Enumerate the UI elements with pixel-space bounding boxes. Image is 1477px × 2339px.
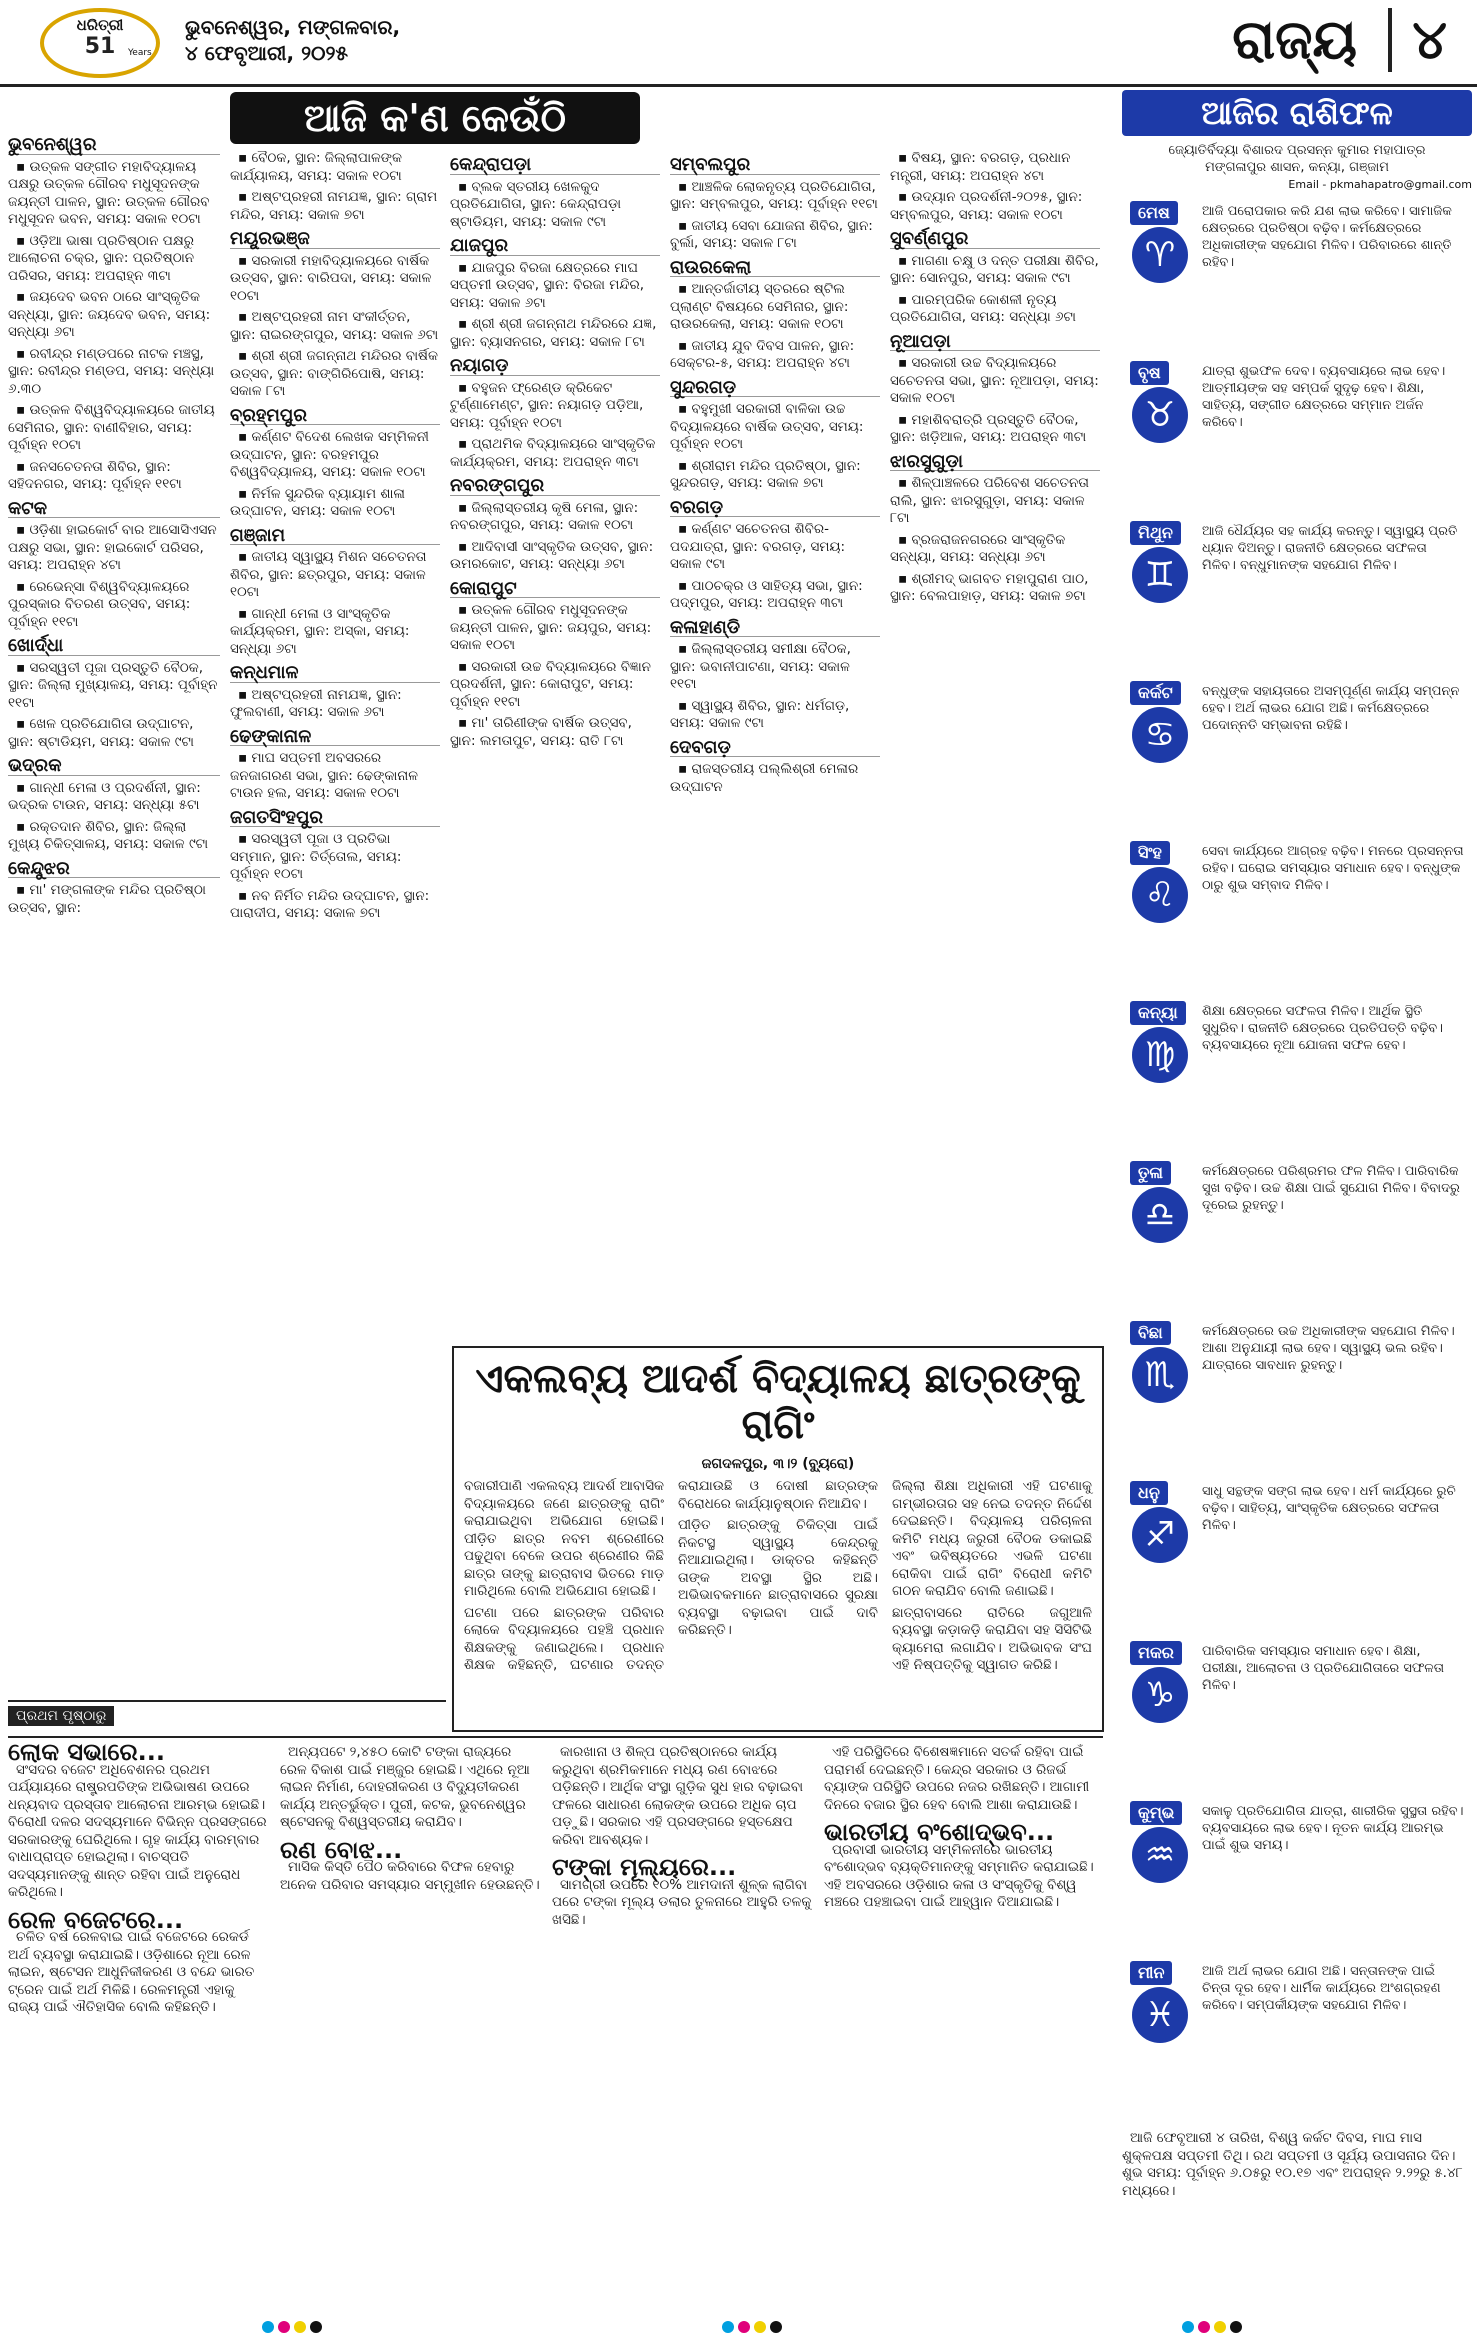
yellow-dot (754, 2321, 766, 2333)
event-item: ▪ ମହାଶିବରାତ୍ରି ପ୍ରସ୍ତୁତି ବୈଠକ, ସ୍ଥାନ: ଖଡ଼ିଆଳ, ସମୟ: ଅପରାହ୍ନ ୩ଟା (890, 411, 1087, 445)
story-paragraph: ବଜାରୀପାଣି ଏକଲବ୍ୟ ଆଦର୍ଶ ଆବାସିକ ବିଦ୍ୟାଳୟରେ ଜଣେ ଛାତ୍ରଙ୍କୁ ରାଗିଂ କରାଯାଇଥିବା ଅଭିଯୋଗ ହୋଇଛି। ପୀଡ଼ିତ ଛାତ୍ର ନବମ ଶ୍ରେଣୀରେ ପଢୁଥିବା ବେଳେ ଉପର ଶ୍ରେଣୀର କିଛି ଛାତ୍ର ତାଙ୍କୁ ଛାତ୍ରାବାସ ଭିତରେ ମାଡ଼ ମାରିଥିଲେ ବୋଲି ଅଭିଯୋଗ ହୋଇଛି। (464, 1478, 664, 1599)
magenta-dot (1198, 2321, 1210, 2333)
zodiac-name: କନ୍ୟା (1130, 1001, 1186, 1025)
zodiac-sign (1122, 1801, 1462, 1951)
zodiac-sign (1122, 1641, 1462, 1791)
event-item: ▪ ରକ୍ତଦାନ ଶିବିର, ସ୍ଥାନ: ଜିଲ୍ଲା ମୁଖ୍ୟ ଚିକିତ୍ସାଳୟ, ସମୟ: ସକାଳ ୯ଟା (8, 818, 209, 852)
black-dot (1230, 2321, 1242, 2333)
event-item: ▪ ଉତ୍କଳ ବିଶ୍ୱବିଦ୍ୟାଳୟରେ ଜାତୀୟ ସେମିନାର, ସ୍ଥାନ: ବାଣୀବିହାର, ସମୟ: ପୂର୍ବାହ୍ନ ୧୦ଟା (8, 402, 215, 453)
zodiac-emblem-icon: ♒ (1132, 1827, 1188, 1883)
lok-sabha-text: ସଂସଦର ବଜେଟ ଅଧିବେଶନର ପ୍ରଥମ ପର୍ଯ୍ୟାୟରେ ରାଷ୍ଟ୍ରପତିଙ୍କ ଅଭିଭାଷଣ ଉପରେ ଧନ୍ୟବାଦ ପ୍ରସ୍ତାବ ଆଲୋଚନା ଆରମ୍ଭ ହୋଇଛି। ବିରୋଧୀ ଦଳର ସଦସ୍ୟମାନେ ବିଭିନ୍ନ ପ୍ରସଙ୍ଗରେ ସରକାରଙ୍କୁ ଘେରିଥିଲେ। ଗୃହ କାର୍ଯ୍ୟ ବାରମ୍ବାର ବାଧାପ୍ରାପ୍ତ ହୋଇଥିଲା। ବାଚସ୍ପତି ସଦସ୍ୟମାନଙ୍କୁ ଶାନ୍ତ ରହିବା ପାଇଁ ଅନୁରୋଧ କରିଥିଲେ। (8, 1761, 267, 1900)
event-item: ▪ ଓଡ଼ିଶା ହାଇକୋର୍ଟ ବାର ଆସୋସିଏସନ ପକ୍ଷରୁ ସଭା, ସ୍ଥାନ: ହାଇକୋର୍ଟ ପରିସର, ସମୟ: ଅପରାହ୍ନ ୪ଟା (8, 522, 217, 573)
zodiac-sign (1122, 681, 1462, 831)
day-info-text: ଆଜି ଫେବୃଆରୀ ୪ ତାରିଖ, ବିଶ୍ୱ କର୍କଟ ଦିବସ, ମାଘ ମାସ ଶୁକ୍ଳପକ୍ଷ ସପ୍ତମୀ ତିଥି। ରଥ ସପ୍ତମୀ ଓ ସୂର୍ଯ୍ୟ ଉପାସନାର ଦିନ। ଶୁଭ ସମୟ: ପୂର୍ବାହ୍ନ ୬.୦୫ରୁ ୧୦.୧୭ ଏବଂ ଅପରାହ୍ନ ୨.୨୨ରୁ ୫.୪୮ ମଧ୍ୟରେ। (1122, 2130, 1463, 2199)
event-item: ▪ ଯାଜପୁର ବିରଜା କ୍ଷେତ୍ରରେ ମାଘ ସପ୍ତମୀ ଉତ୍ସବ, ସ୍ଥାନ: ବିରଜା ମନ୍ଦିର, ସମୟ: ସକାଳ ୬ଟା (450, 259, 645, 311)
black-dot (310, 2321, 322, 2333)
rasifal-title: ଆଜିର ରାଶିଫଳ (1122, 90, 1472, 136)
zodiac-prediction: ବନ୍ଧୁଙ୍କ ସହାୟତାରେ ଅସମ୍ପୂର୍ଣ୍ଣ କାର୍ଯ୍ୟ ସମ୍ପନ୍ନ ହେବ। ଅର୍ଥ ଲାଭର ଯୋଗ ଅଛି। କର୍ମକ୍ଷେତ୍ରରେ ପଦୋନ୍ନତି ସମ୍ଭାବନା ରହିଛି। (1202, 684, 1460, 733)
district-heading: କେନ୍ଦୁଝର (8, 860, 220, 879)
district-heading: ଦେବଗଡ଼ (670, 739, 880, 758)
logo-brand: ଧରିତ୍ରୀ (76, 16, 124, 34)
zodiac-prediction: ଆଜି ଧୈର୍ଯ୍ୟର ସହ କାର୍ଯ୍ୟ କରନ୍ତୁ। ସ୍ୱାସ୍ଥ୍ୟ ପ୍ରତି ଧ୍ୟାନ ଦିଅନ୍ତୁ। ରାଜନୀତି କ୍ଷେତ୍ରରେ ସଫଳତା ମିଳିବ। ବନ୍ଧୁମାନଙ୍କ ସହଯୋଗ ମିଳିବ। (1202, 524, 1458, 573)
zodiac-prediction: ସାଧୁ ସନ୍ଥଙ୍କ ସଙ୍ଗ ଲାଭ ହେବ। ଧର୍ମ କାର୍ଯ୍ୟରେ ରୁଚି ବଢ଼ିବ। ସାହିତ୍ୟ, ସାଂସ୍କୃତିକ କ୍ଷେତ୍ରରେ ସଫଳତା ମିଳିବ। (1202, 1484, 1456, 1533)
zodiac-emblem-icon: ♍ (1132, 1027, 1188, 1083)
event-item: ▪ ବ୍ଲକ ସ୍ତରୀୟ ଖେଳକୁଦ ପ୍ରତିଯୋଗିତା, ସ୍ଥାନ: କେନ୍ଦ୍ରାପଡ଼ା ଷ୍ଟାଡିୟମ, ସମୟ: ସକାଳ ୯ଟା (450, 178, 622, 230)
event-item: ▪ ପାଠଚକ୍ର ଓ ସାହିତ୍ୟ ସଭା, ସ୍ଥାନ: ପଦ୍ମପୁର, ସମୟ: ଅପରାହ୍ନ ୩ଟା (670, 577, 863, 611)
rupee-title: ଟଙ୍କା ମୂଲ୍ୟରେ... (552, 1853, 737, 1881)
rail-budget-title: ରେଳ ବଜେଟରେ... (8, 1905, 184, 1934)
district-heading: କେନ୍ଦ୍ରାପଡ଼ା (450, 156, 660, 175)
events-banner: ଆଜି କ'ଣ କେଉଁଠି (230, 92, 640, 144)
events-column-5 (890, 150, 1100, 1340)
event-item: ▪ ଜାତୀୟ ଯୁବ ଦିବସ ପାଳନ, ସ୍ଥାନ: ସେକ୍ଟର-୫, ସମୟ: ଅପରାହ୍ନ ୪ଟା (670, 337, 855, 371)
event-item: ▪ ଆନ୍ତର୍ଜାତୀୟ ସ୍ତରରେ ଷ୍ଟିଲ ପ୍ଲାଣ୍ଟ ବିଷୟରେ ସେମିନାର, ସ୍ଥାନ: ରାଉରକେଲା, ସମୟ: ସକାଳ ୧୦ଟା (670, 281, 849, 332)
event-item: ▪ ରବୀନ୍ଦ୍ର ମଣ୍ଡପରେ ନାଟକ ମଞ୍ଚସ୍ଥ, ସ୍ଥାନ: ରବୀନ୍ଦ୍ର ମଣ୍ଡପ, ସମୟ: ସନ୍ଧ୍ୟା ୬.୩୦ (8, 345, 215, 397)
indian-origin-text: ପ୍ରବାସୀ ଭାରତୀୟ ସମ୍ମିଳନୀରେ ଭାରତୀୟ ବଂଶୋଦ୍ଭବ ବ୍ୟକ୍ତିମାନଙ୍କୁ ସମ୍ମାନିତ କରାଯାଇଛି। ଏହି ଅବସରରେ ଓଡ଼ିଶାର କଳା ଓ ସଂସ୍କୃତିକୁ ବିଶ୍ୱ ମଞ୍ଚରେ ପହଞ୍ଚାଇବା ପାଇଁ ଆହ୍ୱାନ ଦିଆଯାଇଛି। (824, 1841, 1094, 1910)
registration-marks (260, 2318, 324, 2337)
zodiac-emblem-icon: ♓ (1132, 1987, 1188, 2043)
debt-text: ମାସିକ କିସ୍ତି ପୈଠ କରିବାରେ ବିଫଳ ହେବାରୁ ଅନେକ ପରିବାର ସମସ୍ୟାର ସମ୍ମୁଖୀନ ହେଉଛନ୍ତି। (280, 1859, 540, 1893)
district-heading: ସମ୍ବଲପୁର (670, 156, 880, 175)
rail-budget-text: ଚଳିତ ବର୍ଷ ରେଳବାଇ ପାଇଁ ବଜେଟରେ ରେକର୍ଡ ଅର୍ଥ ବ୍ୟବସ୍ଥା କରାଯାଇଛି। ଓଡ଼ିଶାରେ ନୂଆ ରେଳ ଲାଇନ, ଷ୍ଟେସନ ଆଧୁନିକୀକରଣ ଓ ବନ୍ଦେ ଭାରତ ଟ୍ରେନ ପାଇଁ ଅର୍ଥ ମିଳିଛି। ରେଳମନ୍ତ୍ରୀ ଏହାକୁ ରାଜ୍ୟ ପାଇଁ ଐତିହାସିକ ବୋଲି କହିଛନ୍ତି। (8, 1929, 255, 2015)
story-paragraph: ଛାତ୍ରାବାସରେ ରାତିରେ ଜଗୁଆଳି ବ୍ୟବସ୍ଥା କଡ଼ାକଡ଼ି କରାଯିବା ସହ ସିସିଟିଭି କ୍ୟାମେରା ଲଗାଯିବ। ଅଭିଭାବକ ସଂଘ ଏହି ନିଷ୍ପତ୍ତିକୁ ସ୍ୱାଗତ କରିଛି। (892, 1604, 1092, 1673)
bottom-column-3 (552, 1744, 812, 2284)
event-item: ▪ ରାଜସ୍ତରୀୟ ପଲ୍ଲିଶ୍ରୀ ମେଳାର ଉଦ୍‌ଘାଟନ (670, 761, 859, 795)
magenta-dot (278, 2321, 290, 2333)
event-item: ▪ ନିର୍ମଳ ସୁନ୍ଦରିକ ବ୍ୟାୟାମ ଶାଳା ଉଦ୍‌ଘାଟନ, ସମୟ: ସକାଳ ୧୦ଟା (230, 485, 405, 519)
zodiac-emblem-icon: ♑ (1132, 1667, 1188, 1723)
masthead (0, 0, 1477, 87)
events-column-3 (450, 150, 660, 1340)
event-item: ▪ ବୈଠକ, ସ୍ଥାନ: ଜିଲ୍ଲାପାଳଙ୍କ କାର୍ଯ୍ୟାଳୟ, ସମୟ: ସକାଳ ୧୦ଟା (230, 150, 402, 184)
event-item: ▪ ଉଦ୍ୟାନ ପ୍ରଦର୍ଶନୀ-୨୦୨୫, ସ୍ଥାନ: ସମ୍ବଲପୁର, ସମୟ: ସକାଳ ୧୦ଟା (890, 189, 1083, 223)
district-heading: ସୁବର୍ଣ୍ଣପୁର (890, 230, 1100, 249)
newspaper-logo (40, 8, 160, 78)
astrologer-email: Email - pkmahapatro@gmail.com (1288, 178, 1472, 191)
bottom-column-2 (280, 1744, 540, 2284)
debt-title: ରଣ ବୋଝ... (280, 1835, 403, 1864)
zodiac-emblem-icon: ♌ (1132, 867, 1188, 923)
eklavya-story (452, 1346, 1104, 1732)
event-item: ▪ ଗାନ୍ଧୀ ମେଳା ଓ ପ୍ରଦର୍ଶନୀ, ସ୍ଥାନ: ଭଦ୍ରକ ଟାଉନ, ସମୟ: ସନ୍ଧ୍ୟା ୫ଟା (8, 779, 201, 813)
district-heading: ଝାରସୁଗୁଡ଼ା (890, 453, 1100, 472)
zodiac-emblem-icon: ♊ (1132, 547, 1188, 603)
story-paragraph: ଘଟଣା ପରେ ଛାତ୍ରଙ୍କ ପରିବାର ଲୋକେ ବିଦ୍ୟାଳୟରେ ପହଞ୍ଚି ପ୍ରଧାନ ଶିକ୍ଷକଙ୍କୁ ଜଣାଇଥିଲେ। ପ୍ରଧାନ ଶିକ୍ଷକ କହିଛନ୍ତି, ଘଟଣାର ତଦନ୍ତ କରାଯାଉଛି ଓ ଦୋଷୀ ଛାତ୍ରଙ୍କ ବିରୋଧରେ କାର୍ଯ୍ୟାନୁଷ୍ଠାନ ନିଆଯିବ। (464, 1478, 878, 1673)
zodiac-name: କର୍କଟ (1130, 681, 1181, 705)
bottom-column-4 (824, 1744, 1104, 2284)
district-heading: ଯାଜପୁର (450, 237, 660, 256)
district-heading: ନବରଙ୍ଗପୁର (450, 477, 660, 496)
zodiac-name: ମେଷ (1130, 201, 1178, 225)
zodiac-sign (1122, 1001, 1462, 1151)
cyan-dot (1182, 2321, 1194, 2333)
zodiac-emblem-icon: ♈ (1132, 227, 1188, 283)
event-item: ▪ ସରକାରୀ ଉଚ୍ଚ ବିଦ୍ୟାଳୟରେ ବିଜ୍ଞାନ ପ୍ରଦର୍ଶନୀ, ସ୍ଥାନ: କୋରାପୁଟ, ସମୟ: ପୂର୍ବାହ୍ନ ୧୧ଟା (450, 658, 651, 710)
event-item: ▪ ଖେଳ ପ୍ରତିଯୋଗିତା ଉଦ୍‌ଘାଟନ, ସ୍ଥାନ: ଷ୍ଟାଡିୟମ, ସମୟ: ସକାଳ ୯ଟା (8, 716, 194, 750)
zodiac-name: ଧନୁ (1130, 1481, 1168, 1505)
zodiac-sign (1122, 1321, 1462, 1471)
divider (8, 1736, 1103, 1738)
event-item: ▪ କର୍ଣ୍ଣଟ ବିଦେଶ ଲେଖକ ସମ୍ମିଳନୀ ଉଦ୍‌ଘାଟନ, ସ୍ଥାନ: ବରହମପୁର ବିଶ୍ୱବିଦ୍ୟାଳୟ, ସମୟ: ସକାଳ ୧୦ଟା (230, 429, 429, 480)
event-item: ▪ ଅଷ୍ଟପ୍ରହରୀ ନାମଯଜ୍ଞ, ସ୍ଥାନ: ଫୁଲବାଣୀ, ସମୟ: ସକାଳ ୬ଟା (230, 686, 402, 720)
logo-number: 51 (84, 34, 116, 59)
event-item: ▪ ମାଗଣା ଚକ୍ଷୁ ଓ ଦନ୍ତ ପରୀକ୍ଷା ଶିବିର, ସ୍ଥାନ: ସୋନପୁର, ସମୟ: ସକାଳ ୯ଟା (890, 252, 1099, 286)
page-number: ୪ (1388, 8, 1447, 72)
zodiac-prediction: ଆଜି ପରୋପକାର କରି ଯଶ ଲାଭ କରିବେ। ସାମାଜିକ କ୍ଷେତ୍ରରେ ପ୍ରତିଷ୍ଠା ବଢ଼ିବ। କର୍ମକ୍ଷେତ୍ରରେ ଅଧିକାରୀଙ୍କ ସହଯୋଗ ମିଳିବ। ପରିବାରରେ ଶାନ୍ତି ରହିବ। (1202, 204, 1452, 270)
dateline-place-day: ଭୁବନେଶ୍ୱର, ମଙ୍ଗଳବାର, (185, 15, 401, 39)
zodiac-prediction: ସେବା କାର୍ଯ୍ୟରେ ଆଗ୍ରହ ବଢ଼ିବ। ମନରେ ପ୍ରସନ୍ନତା ରହିବ। ଘରୋଇ ସମସ୍ୟାର ସମାଧାନ ହେବ। ବନ୍ଧୁଙ୍କ ଠାରୁ ଶୁଭ ସମ୍ବାଦ ମିଳିବ। (1202, 844, 1464, 893)
events-column-2 (230, 150, 440, 1360)
event-item: ▪ ସରକାରୀ ଉଚ୍ଚ ବିଦ୍ୟାଳୟରେ ସଚେତନତା ସଭା, ସ୍ଥାନ: ନୂଆପଡ଼ା, ସମୟ: ସକାଳ ୧୦ଟା (890, 355, 1099, 406)
bottom-column-5 (1122, 2130, 1472, 2310)
event-item: ▪ ଗାନ୍ଧୀ ମେଳା ଓ ସାଂସ୍କୃତିକ କାର୍ଯ୍ୟକ୍ରମ, ସ୍ଥାନ: ଅସ୍କା, ସମୟ: ସନ୍ଧ୍ୟା ୬ଟା (230, 605, 410, 657)
event-item: ▪ ଶ୍ରୀମଦ୍ ଭାଗବତ ମହାପୁରାଣ ପାଠ, ସ୍ଥାନ: ବେଲପାହାଡ଼, ସମୟ: ସକାଳ ୭ଟା (890, 570, 1089, 604)
eklavya-headline: ଏକଲବ୍ୟ ଆଦର୍ଶ ବିଦ୍ୟାଳୟ ଛାତ୍ରଙ୍କୁ ରାଗିଂ (475, 1356, 1081, 1448)
event-item: ▪ ସରସ୍ୱତୀ ପୂଜା ଓ ପ୍ରତିଭା ସମ୍ମାନ, ସ୍ଥାନ: ତିର୍ତ୍ତୋଲ, ସମୟ: ପୂର୍ବାହ୍ନ ୧୦ଟା (230, 831, 402, 882)
rail-continued-text: ଅନ୍ୟପଟେ ୨,୪୫୦ କୋଟି ଟଙ୍କା ରାଜ୍ୟରେ ରେଳ ବିକାଶ ପାଇଁ ମଞ୍ଜୁର ହୋଇଛି। ଏଥିରେ ନୂଆ ଲାଇନ ନିର୍ମାଣ, ଦୋହରୀକରଣ ଓ ବିଦ୍ୟୁତୀକରଣ କାର୍ଯ୍ୟ ଅନ୍ତର୍ଭୁକ୍ତ। ପୁରୀ, କଟକ, ଭୁବନେଶ୍ୱର ଷ୍ଟେସନକୁ ବିଶ୍ୱସ୍ତରୀୟ କରାଯିବ। (280, 1744, 530, 1830)
zodiac-sign (1122, 521, 1462, 671)
district-heading: ନୂଆପଡ଼ା (890, 333, 1100, 352)
zodiac-name: ସିଂହ (1130, 841, 1170, 865)
zodiac-name: କୁମ୍ଭ (1130, 1801, 1182, 1825)
zodiac-sign (1122, 1161, 1462, 1311)
district-heading: ଗଞ୍ଜାମ (230, 527, 440, 546)
event-item: ▪ ବହୁମୁଖୀ ସରକାରୀ ବାଳିକା ଉଚ୍ଚ ବିଦ୍ୟାଳୟରେ ବାର୍ଷିକ ଉତ୍ସବ, ସମୟ: ପୂର୍ବାହ୍ନ ୧୦ଟା (670, 401, 864, 452)
zodiac-emblem-icon: ♏ (1132, 1347, 1188, 1403)
debt-continued-text: କାରଖାନା ଓ ଶିଳ୍ପ ପ୍ରତିଷ୍ଠାନରେ କାର୍ଯ୍ୟ କରୁଥିବା ଶ୍ରମିକମାନେ ମଧ୍ୟ ରଣ ବୋଝରେ ପଡ଼ିଛନ୍ତି। ଆର୍ଥିକ ସଂସ୍ଥା ଗୁଡ଼ିକ ସୁଧ ହାର ବଢ଼ାଇବା ଫଳରେ ସାଧାରଣ ଲୋକଙ୍କ ଉପରେ ଅଧିକ ଚାପ ପଡ଼ୁଛି। ସରକାର ଏହି ପ୍ରସଙ୍ଗରେ ହସ୍ତକ୍ଷେପ କରିବା ଆବଶ୍ୟକ। (552, 1744, 804, 1848)
cyan-dot (722, 2321, 734, 2333)
event-item: ▪ ସ୍ୱାସ୍ଥ୍ୟ ଶିବିର, ସ୍ଥାନ: ଧର୍ମଗଡ଼, ସମୟ: ସକାଳ ୯ଟା (670, 697, 850, 731)
bottom-column-1 (8, 1744, 268, 2284)
event-item: ▪ ଉତ୍କଳ ଗୌରବ ମଧୁସୂଦନଙ୍କ ଜୟନ୍ତୀ ପାଳନ, ସ୍ଥାନ: ଜୟପୁର, ସମୟ: ସକାଳ ୧୦ଟା (450, 602, 652, 653)
zodiac-emblem-icon: ♋ (1132, 707, 1188, 763)
zodiac-prediction: ପାରିବାରିକ ସମସ୍ୟାର ସମାଧାନ ହେବ। ଶିକ୍ଷା, ପରୀକ୍ଷା, ଆଲୋଚନା ଓ ପ୍ରତିଯୋଗିତାରେ ସଫଳତା ମିଳିବ। (1202, 1644, 1445, 1693)
eklavya-byline: ଜଗଦଳପୁର, ୩।୨ (ବ୍ୟୁରୋ) (701, 1456, 855, 1472)
rupee-text: ସାମଗ୍ରୀ ଉପରେ ୧୦% ଆମଦାନୀ ଶୁଳ୍କ ଲାଗିବା ପରେ ଟଙ୍କା ମୂଲ୍ୟ ଡଲାର ତୁଳନାରେ ଆହୁରି ତଳକୁ ଖସିଛି। (552, 1876, 812, 1928)
event-item: ▪ ଅଷ୍ଟପ୍ରହରୀ ନାମ ସଂକୀର୍ତ୍ତନ, ସ୍ଥାନ: ରାଇରଙ୍ଗପୁର, ସମୟ: ସକାଳ ୬ଟା (230, 309, 439, 343)
event-item: ▪ ଜିଲ୍ଲାସ୍ତରୀୟ କୃଷି ମେଳା, ସ୍ଥାନ: ନବରଙ୍ଗପୁର, ସମୟ: ସକାଳ ୧୦ଟା (450, 499, 639, 533)
zodiac-emblem-icon: ♐ (1132, 1507, 1188, 1563)
page-title: ରାଜ୍ୟ (1232, 8, 1357, 71)
front-page-tab: ପ୍ରଥମ ପୃଷ୍ଠାରୁ (8, 1706, 114, 1726)
dateline (185, 14, 400, 66)
event-item: ▪ ଶିଳ୍ପାଞ୍ଚଳରେ ପରିବେଶ ସଚେତନତା ରାଲି, ସ୍ଥାନ: ଝାରସୁଗୁଡ଼ା, ସମୟ: ସକାଳ ୮ଟା (890, 475, 1090, 526)
astrologer-name: ଜ୍ୟୋତିର୍ବିଦ୍ୟା ବିଶାରଦ ପ୍ରସନ୍ନ କୁମାର ମହାପାତ୍ର (1168, 143, 1426, 158)
yellow-dot (1214, 2321, 1226, 2333)
zodiac-sign (1122, 361, 1462, 511)
event-item: ▪ ନବ ନିର୍ମିତ ମନ୍ଦିର ଉଦ୍‌ଘାଟନ, ସ୍ଥାନ: ପାରାଦୀପ, ସମୟ: ସକାଳ ୭ଟା (230, 887, 430, 921)
events-column-4 (670, 150, 880, 1340)
zodiac-name: ମୀନ (1130, 1961, 1172, 1985)
astrologer-address: ମଙ୍ଗଳାପୁର ଶାସନ, କନ୍ୟା, ଗଞ୍ଜାମ (1205, 160, 1389, 175)
event-item: ▪ ରେଭେନ୍ସା ବିଶ୍ୱବିଦ୍ୟାଳୟରେ ପୁରସ୍କାର ବିତରଣ ଉତ୍ସବ, ସମୟ: ପୂର୍ବାହ୍ନ ୧୧ଟା (8, 578, 191, 630)
zodiac-sign (1122, 1961, 1462, 2111)
zodiac-emblem-icon: ♎ (1132, 1187, 1188, 1243)
zodiac-sign (1122, 1481, 1462, 1631)
registration-marks (1180, 2318, 1244, 2337)
district-heading: ବ୍ରହ୍ମପୁର (230, 407, 440, 426)
zodiac-prediction: କର୍ମକ୍ଷେତ୍ରରେ ଉଚ୍ଚ ଅଧିକାରୀଙ୍କ ସହଯୋଗ ମିଳିବ। ଆଶା ଅନୁଯାୟୀ ଲାଭ ହେବ। ସ୍ୱାସ୍ଥ୍ୟ ଭଲ ରହିବ। ଯାତ୍ରାରେ ସାବଧାନ ରୁହନ୍ତୁ। (1202, 1324, 1455, 1373)
event-item: ▪ ଅଷ୍ଟପ୍ରହରୀ ନାମଯଜ୍ଞ, ସ୍ଥାନ: ଗ୍ରାମ ମନ୍ଦିର, ସମୟ: ସକାଳ ୭ଟା (230, 189, 438, 223)
event-item: ▪ ଉତ୍କଳ ସଙ୍ଗୀତ ମହାବିଦ୍ୟାଳୟ ପକ୍ଷରୁ ଉତ୍କଳ ଗୌରବ ମଧୁସୂଦନଙ୍କ ଜୟନ୍ତୀ ପାଳନ, ସ୍ଥାନ: ଉତ୍କଳ ଗୌରବ ମଧୁସୂଦନ ଭବନ, ସମୟ: ସକାଳ ୧୦ଟା (8, 158, 210, 227)
event-item: ▪ ଆଦିବାସୀ ସାଂସ୍କୃତିକ ଉତ୍ସବ, ସ୍ଥାନ: ଉମରକୋଟ, ସମୟ: ସନ୍ଧ୍ୟା ୬ଟା (450, 538, 654, 572)
event-item: ▪ ମା' ମଙ୍ଗଳାଙ୍କ ମନ୍ଦିର ପ୍ରତିଷ୍ଠା ଉତ୍ସବ, ସ୍ଥାନ: (8, 882, 206, 916)
district-heading: କନ୍ଧମାଳ (230, 664, 440, 683)
district-heading: ନୟାଗଡ଼ (450, 357, 660, 376)
lok-sabha-title: ଲୋକ ସଭାରେ... (8, 1744, 166, 1766)
registration-marks (720, 2318, 784, 2337)
event-item: ▪ ବ୍ରଜରାଜନଗରରେ ସାଂସ୍କୃତିକ ସନ୍ଧ୍ୟା, ସମୟ: ସନ୍ଧ୍ୟା ୬ଟା (890, 531, 1066, 565)
indian-origin-title: ଭାରତୀୟ ବଂଶୋଦ୍ଭବ... (824, 1818, 1055, 1846)
story-paragraph: ଜିଲ୍ଲା ଶିକ୍ଷା ଅଧିକାରୀ ଏହି ଘଟଣାକୁ ଗମ୍ଭୀରତାର ସହ ନେଇ ତଦନ୍ତ ନିର୍ଦ୍ଦେଶ ଦେଇଛନ୍ତି। ବିଦ୍ୟାଳୟ ପରିଚାଳନା କମିଟି ମଧ୍ୟ ଜରୁରୀ ବୈଠକ ଡକାଇଛି ଏବଂ ଭବିଷ୍ୟତରେ ଏଭଳି ଘଟଣା ରୋକିବା ପାଇଁ ରାଗିଂ ବିରୋଧୀ କମିଟି ଗଠନ କରାଯିବ ବୋଲି ଜଣାଇଛି। (892, 1478, 1092, 1599)
district-heading: ମୟୂରଭଞ୍ଜ (230, 230, 440, 249)
event-item: ▪ ଜାତୀୟ ସେବା ଯୋଜନା ଶିବିର, ସ୍ଥାନ: ବୁର୍ଲା, ସମୟ: ସକାଳ ୮ଟା (670, 217, 873, 251)
event-item: ▪ ଓଡ଼ିଆ ଭାଷା ପ୍ରତିଷ୍ଠାନ ପକ୍ଷରୁ ଆଲୋଚନା ଚକ୍ର, ସ୍ଥାନ: ପ୍ରତିଷ୍ଠାନ ପରିସର, ସମୟ: ଅପରାହ୍ନ ୩ଟା (8, 232, 195, 284)
zodiac-sign (1122, 841, 1462, 991)
zodiac-prediction: ଶିକ୍ଷା କ୍ଷେତ୍ରରେ ସଫଳତା ମିଳିବ। ଆର୍ଥିକ ସ୍ଥିତି ସୁଧୁରିବ। ରାଜନୀତି କ୍ଷେତ୍ରରେ ପ୍ରତିପତ୍ତି ବଢ଼ିବ। ବ୍ୟବସାୟରେ ନୂଆ ଯୋଜନା ସଫଳ ହେବ। (1202, 1004, 1443, 1053)
logo-years: Years (128, 48, 152, 58)
yellow-dot (294, 2321, 306, 2333)
event-item: ▪ ମାଘ ସପ୍ତମୀ ଅବସରରେ ଜନଜାଗରଣ ସଭା, ସ୍ଥାନ: ଢେଙ୍କାନାଳ ଟାଉନ ହଲ, ସମୟ: ସକାଳ ୧୦ଟା (230, 750, 418, 801)
zodiac-prediction: ଆଜି ଅର୍ଥ ଲାଭର ଯୋଗ ଅଛି। ସନ୍ତାନଙ୍କ ପାଇଁ ଚିନ୍ତା ଦୂର ହେବ। ଧାର୍ମିକ କାର୍ଯ୍ୟରେ ଅଂଶଗ୍ରହଣ କରିବେ। ସମ୍ପର୍କୀୟଙ୍କ ସହଯୋଗ ମିଳିବ। (1202, 1964, 1441, 2013)
event-item: ▪ ଜନସଚେତନତା ଶିବିର, ସ୍ଥାନ: ସହିଦନଗର, ସମୟ: ପୂର୍ବାହ୍ନ ୧୧ଟା (8, 458, 182, 492)
zodiac-name: ମିଥୁନ (1130, 521, 1181, 545)
district-heading: କୋରାପୁଟ (450, 580, 660, 599)
zodiac-name: ବୃଷ (1130, 361, 1169, 385)
zodiac-prediction: କର୍ମକ୍ଷେତ୍ରରେ ପରିଶ୍ରମର ଫଳ ମିଳିବ। ପାରିବାରିକ ସୁଖ ବଢ଼ିବ। ଉଚ୍ଚ ଶିକ୍ଷା ପାଇଁ ସୁଯୋଗ ମିଳିବ। ବିବାଦରୁ ଦୂରେଇ ରୁହନ୍ତୁ। (1202, 1164, 1460, 1213)
magenta-dot (738, 2321, 750, 2333)
eklavya-body (454, 1472, 1102, 1681)
rupee-continued-text: ଏହି ପରିସ୍ଥିତିରେ ବିଶେଷଜ୍ଞମାନେ ସତର୍କ ରହିବା ପାଇଁ ପରାମର୍ଶ ଦେଇଛନ୍ତି। କେନ୍ଦ୍ର ସରକାର ଓ ରିଜର୍ଭ ବ୍ୟାଙ୍କ ପରିସ୍ଥିତି ଉପରେ ନଜର ରଖିଛନ୍ତି। ଆଗାମୀ ଦିନରେ ବଜାର ସ୍ଥିର ହେବ ବୋଲି ଆଶା କରାଯାଉଛି। (824, 1744, 1090, 1813)
district-heading: କଟକ (8, 500, 220, 519)
event-item: ▪ ପ୍ରାଥମିକ ବିଦ୍ୟାଳୟରେ ସାଂସ୍କୃତିକ କାର୍ଯ୍ୟକ୍ରମ, ସମୟ: ଅପରାହ୍ନ ୩ଟା (450, 436, 656, 470)
event-item: ▪ ବିଷୟ, ସ୍ଥାନ: ବରଗଡ଼, ପ୍ରଧାନ ମନ୍ତ୍ରୀ, ସମୟ: ଅପରାହ୍ନ ୪ଟା (890, 150, 1071, 184)
district-heading: ଢେଙ୍କାନାଳ (230, 728, 440, 747)
event-item: ▪ ଆଞ୍ଚଳିକ ଲୋକନୃତ୍ୟ ପ୍ରତିଯୋଗିତା, ସ୍ଥାନ: ସମ୍ବଲପୁର, ସମୟ: ପୂର୍ବାହ୍ନ ୧୧ଟା (670, 178, 878, 212)
event-item: ▪ କର୍ଣ୍ଣଟ ସଚେତନତା ଶିବିର-ପଦଯାତ୍ରା, ସ୍ଥାନ: ବରଗଡ଼, ସମୟ: ସକାଳ ୯ଟା (670, 521, 846, 572)
event-item: ▪ ମା' ତାରିଣୀଙ୍କ ବାର୍ଷିକ ଉତ୍ସବ, ସ୍ଥାନ: ଲମତାପୁଟ, ସମୟ: ରାତି ୮ଟା (450, 715, 632, 749)
black-dot (770, 2321, 782, 2333)
story-paragraph: ପୀଡ଼ିତ ଛାତ୍ରଙ୍କୁ ଚିକିତ୍ସା ପାଇଁ ନିକଟସ୍ଥ ସ୍ୱାସ୍ଥ୍ୟ କେନ୍ଦ୍ରକୁ ନିଆଯାଇଥିଲା। ଡାକ୍ତର କହିଛନ୍ତି ତାଙ୍କ ଅବସ୍ଥା ସ୍ଥିର ଅଛି। ଅଭିଭାବକମାନେ ଛାତ୍ରାବାସରେ ସୁରକ୍ଷା ବ୍ୟବସ୍ଥା ବଢ଼ାଇବା ପାଇଁ ଦାବି କରିଛନ୍ତି। (678, 1517, 878, 1638)
district-heading: ସୁନ୍ଦରଗଡ଼ (670, 379, 880, 398)
cyan-dot (262, 2321, 274, 2333)
district-heading: ବରଗଡ଼ (670, 499, 880, 518)
dateline-date: ୪ ଫେବୃଆରୀ, ୨୦୨୫ (185, 41, 348, 65)
event-item: ▪ ସରକାରୀ ମହାବିଦ୍ୟାଳୟରେ ବାର୍ଷିକ ଉତ୍ସବ, ସ୍ଥାନ: ବାରିପଦା, ସମୟ: ସକାଳ ୧୦ଟା (230, 252, 432, 304)
zodiac-name: ବିଛା (1130, 1321, 1171, 1345)
divider (8, 1700, 446, 1702)
event-item: ▪ ଶ୍ରୀ ଶ୍ରୀ ଜଗନ୍ନାଥ ମନ୍ଦିରରେ ଯଜ୍ଞ, ସ୍ଥାନ: ବ୍ୟାସନଗର, ସମୟ: ସକାଳ ୮ଟା (450, 316, 657, 350)
district-heading: ଜଗତସିଂହପୁର (230, 809, 440, 828)
event-item: ▪ ସରସ୍ୱତୀ ପୂଜା ପ୍ରସ୍ତୁତି ବୈଠକ, ସ୍ଥାନ: ଜିଲ୍ଲା ମୁଖ୍ୟାଳୟ, ସମୟ: ପୂର୍ବାହ୍ନ ୧୧ଟା (8, 659, 218, 711)
district-heading: ଭୁବନେଶ୍ୱର (8, 136, 220, 155)
district-heading: ଖୋର୍ଦ୍ଧା (8, 637, 220, 656)
zodiac-name: ମକର (1130, 1641, 1182, 1665)
zodiac-name: ତୁଳା (1130, 1161, 1171, 1185)
event-item: ▪ ଶ୍ରୀରାମ ମନ୍ଦିର ପ୍ରତିଷ୍ଠା, ସ୍ଥାନ: ସୁନ୍ଦରଗଡ଼, ସମୟ: ସକାଳ ୭ଟା (670, 457, 861, 491)
zodiac-list (1122, 201, 1472, 2121)
events-column-1 (8, 130, 220, 1660)
zodiac-sign (1122, 201, 1462, 351)
event-item: ▪ ବହୁଜନ ଫ୍ରେଣ୍ଡ କ୍ରିକେଟ ଟୁର୍ଣ୍ଣାମେଣ୍ଟ, ସ୍ଥାନ: ନୟାଗଡ଼ ପଡ଼ିଆ, ସମୟ: ପୂର୍ବାହ୍ନ ୧୦ଟା (450, 379, 644, 431)
event-item: ▪ ପାରମ୍ପରିକ କୋଶଳୀ ନୃତ୍ୟ ପ୍ରତିଯୋଗିତା, ସମୟ: ସନ୍ଧ୍ୟା ୬ଟା (890, 291, 1076, 325)
event-item: ▪ ଜାତୀୟ ସ୍ୱାସ୍ଥ୍ୟ ମିଶନ ସଚେତନତା ଶିବିର, ସ୍ଥାନ: ଛତ୍ରପୁର, ସମୟ: ସକାଳ ୧୦ଟା (230, 549, 427, 600)
event-item: ▪ ଶ୍ରୀ ଶ୍ରୀ ଜଗନ୍ନାଥ ମନ୍ଦିରର ବାର୍ଷିକ ଉତ୍ସବ, ସ୍ଥାନ: ବାଙ୍ଗିରିପୋଷି, ସମୟ: ସକାଳ ୮ଟା (230, 348, 438, 399)
event-item: ▪ ଜିଲ୍ଲାସ୍ତରୀୟ ସମୀକ୍ଷା ବୈଠକ, ସ୍ଥାନ: ଭବାନୀପାଟଣା, ସମୟ: ସକାଳ ୧୧ଟା (670, 641, 851, 692)
event-item: ▪ ଜୟଦେବ ଭବନ ଠାରେ ସାଂସ୍କୃତିକ ସନ୍ଧ୍ୟା, ସ୍ଥାନ: ଜୟଦେବ ଭବନ, ସମୟ: ସନ୍ଧ୍ୟା ୬ଟା (8, 289, 211, 340)
district-heading: ଭଦ୍ରକ (8, 757, 220, 776)
district-heading: ରାଉରକେଲା (670, 259, 880, 278)
zodiac-emblem-icon: ♉ (1132, 387, 1188, 443)
zodiac-prediction: ସକାଳୁ ପ୍ରତିଯୋଗିତା ଯାତ୍ରା, ଶାରୀରିକ ସୁସ୍ଥତା ରହିବ। ବ୍ୟବସାୟରେ ଲାଭ ହେବ। ନୂତନ କାର୍ଯ୍ୟ ଆରମ୍ଭ ପାଇଁ ଶୁଭ ସମୟ। (1202, 1804, 1464, 1853)
zodiac-prediction: ଯାତ୍ରା ଶୁଭଫଳ ଦେବ। ବ୍ୟବସାୟରେ ଲାଭ ହେବ। ଆତ୍ମୀୟଙ୍କ ସହ ସମ୍ପର୍କ ସୁଦୃଢ଼ ହେବ। ଶିକ୍ଷା, ସାହିତ୍ୟ, ସଙ୍ଗୀତ କ୍ଷେତ୍ରରେ ସମ୍ମାନ ଅର୍ଜନ କରିବେ। (1202, 364, 1446, 430)
district-heading: କଳାହାଣ୍ଡି (670, 619, 880, 638)
rasifal-panel (1122, 90, 1472, 2150)
